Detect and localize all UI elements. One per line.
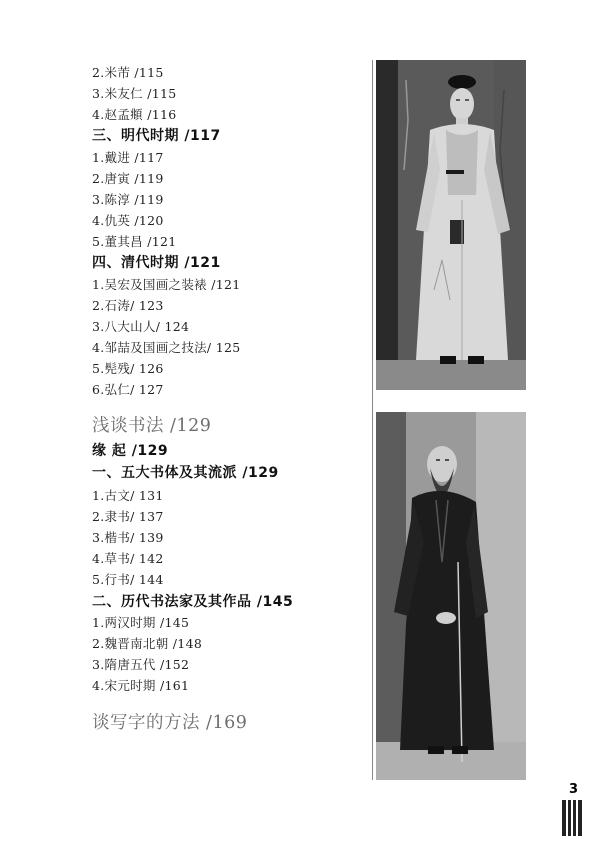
toc-section-heading[interactable]: 三、明代时期 /117 <box>92 128 221 144</box>
toc-item[interactable]: 3.米友仁 /115 <box>92 86 177 101</box>
toc-item[interactable]: 4.宋元时期 /161 <box>92 678 190 693</box>
toc-item[interactable]: 5.髡残/ 126 <box>92 361 164 376</box>
toc-section-heading[interactable]: 二、历代书法家及其作品 /145 <box>92 594 294 610</box>
portrait-photo-top <box>376 60 526 390</box>
thumb-edge-marker <box>562 800 582 836</box>
toc-item[interactable]: 3.八大山人/ 124 <box>92 319 190 334</box>
page-number: 3 <box>568 782 578 797</box>
toc-item[interactable]: 4.仇英 /120 <box>92 213 164 228</box>
toc-section-heading[interactable]: 一、五大书体及其流派 /129 <box>92 465 279 481</box>
portrait-standing-monk-icon <box>376 412 526 780</box>
toc-item[interactable]: 1.吴宏及国画之装裱 /121 <box>92 277 241 292</box>
toc-item[interactable]: 2.隶书/ 137 <box>92 509 164 524</box>
toc-section-heading[interactable]: 四、清代时期 /121 <box>92 255 221 271</box>
toc-item[interactable]: 2.魏晋南北朝 /148 <box>92 636 203 651</box>
toc-item[interactable]: 5.董其昌 /121 <box>92 234 177 249</box>
toc-item[interactable]: 6.弘仁/ 127 <box>92 382 164 397</box>
portrait-standing-man-icon <box>376 60 526 390</box>
toc-part-heading[interactable]: 浅谈书法 /129 <box>92 416 212 436</box>
toc-part-heading[interactable]: 谈写字的方法 /169 <box>92 713 248 733</box>
photo-column <box>372 60 532 780</box>
toc-item[interactable]: 4.邹喆及国画之技法/ 125 <box>92 340 241 355</box>
toc-item[interactable]: 2.唐寅 /119 <box>92 171 164 186</box>
toc-item[interactable]: 3.楷书/ 139 <box>92 530 164 545</box>
toc-item[interactable]: 5.行书/ 144 <box>92 572 164 587</box>
toc-item[interactable]: 1.古文/ 131 <box>92 488 164 503</box>
toc-item[interactable]: 2.米芾 /115 <box>92 65 164 80</box>
toc-item[interactable]: 4.草书/ 142 <box>92 551 164 566</box>
toc-section-heading[interactable]: 缘 起 /129 <box>92 443 169 459</box>
toc-item[interactable]: 1.两汉时期 /145 <box>92 615 190 630</box>
toc-item[interactable]: 4.赵孟頫 /116 <box>92 107 177 122</box>
toc-item[interactable]: 1.戴进 /117 <box>92 150 164 165</box>
toc-item[interactable]: 3.陈淳 /119 <box>92 192 164 207</box>
toc-item[interactable]: 3.隋唐五代 /152 <box>92 657 190 672</box>
portrait-photo-bottom <box>376 412 526 780</box>
toc-item[interactable]: 2.石涛/ 123 <box>92 298 164 313</box>
